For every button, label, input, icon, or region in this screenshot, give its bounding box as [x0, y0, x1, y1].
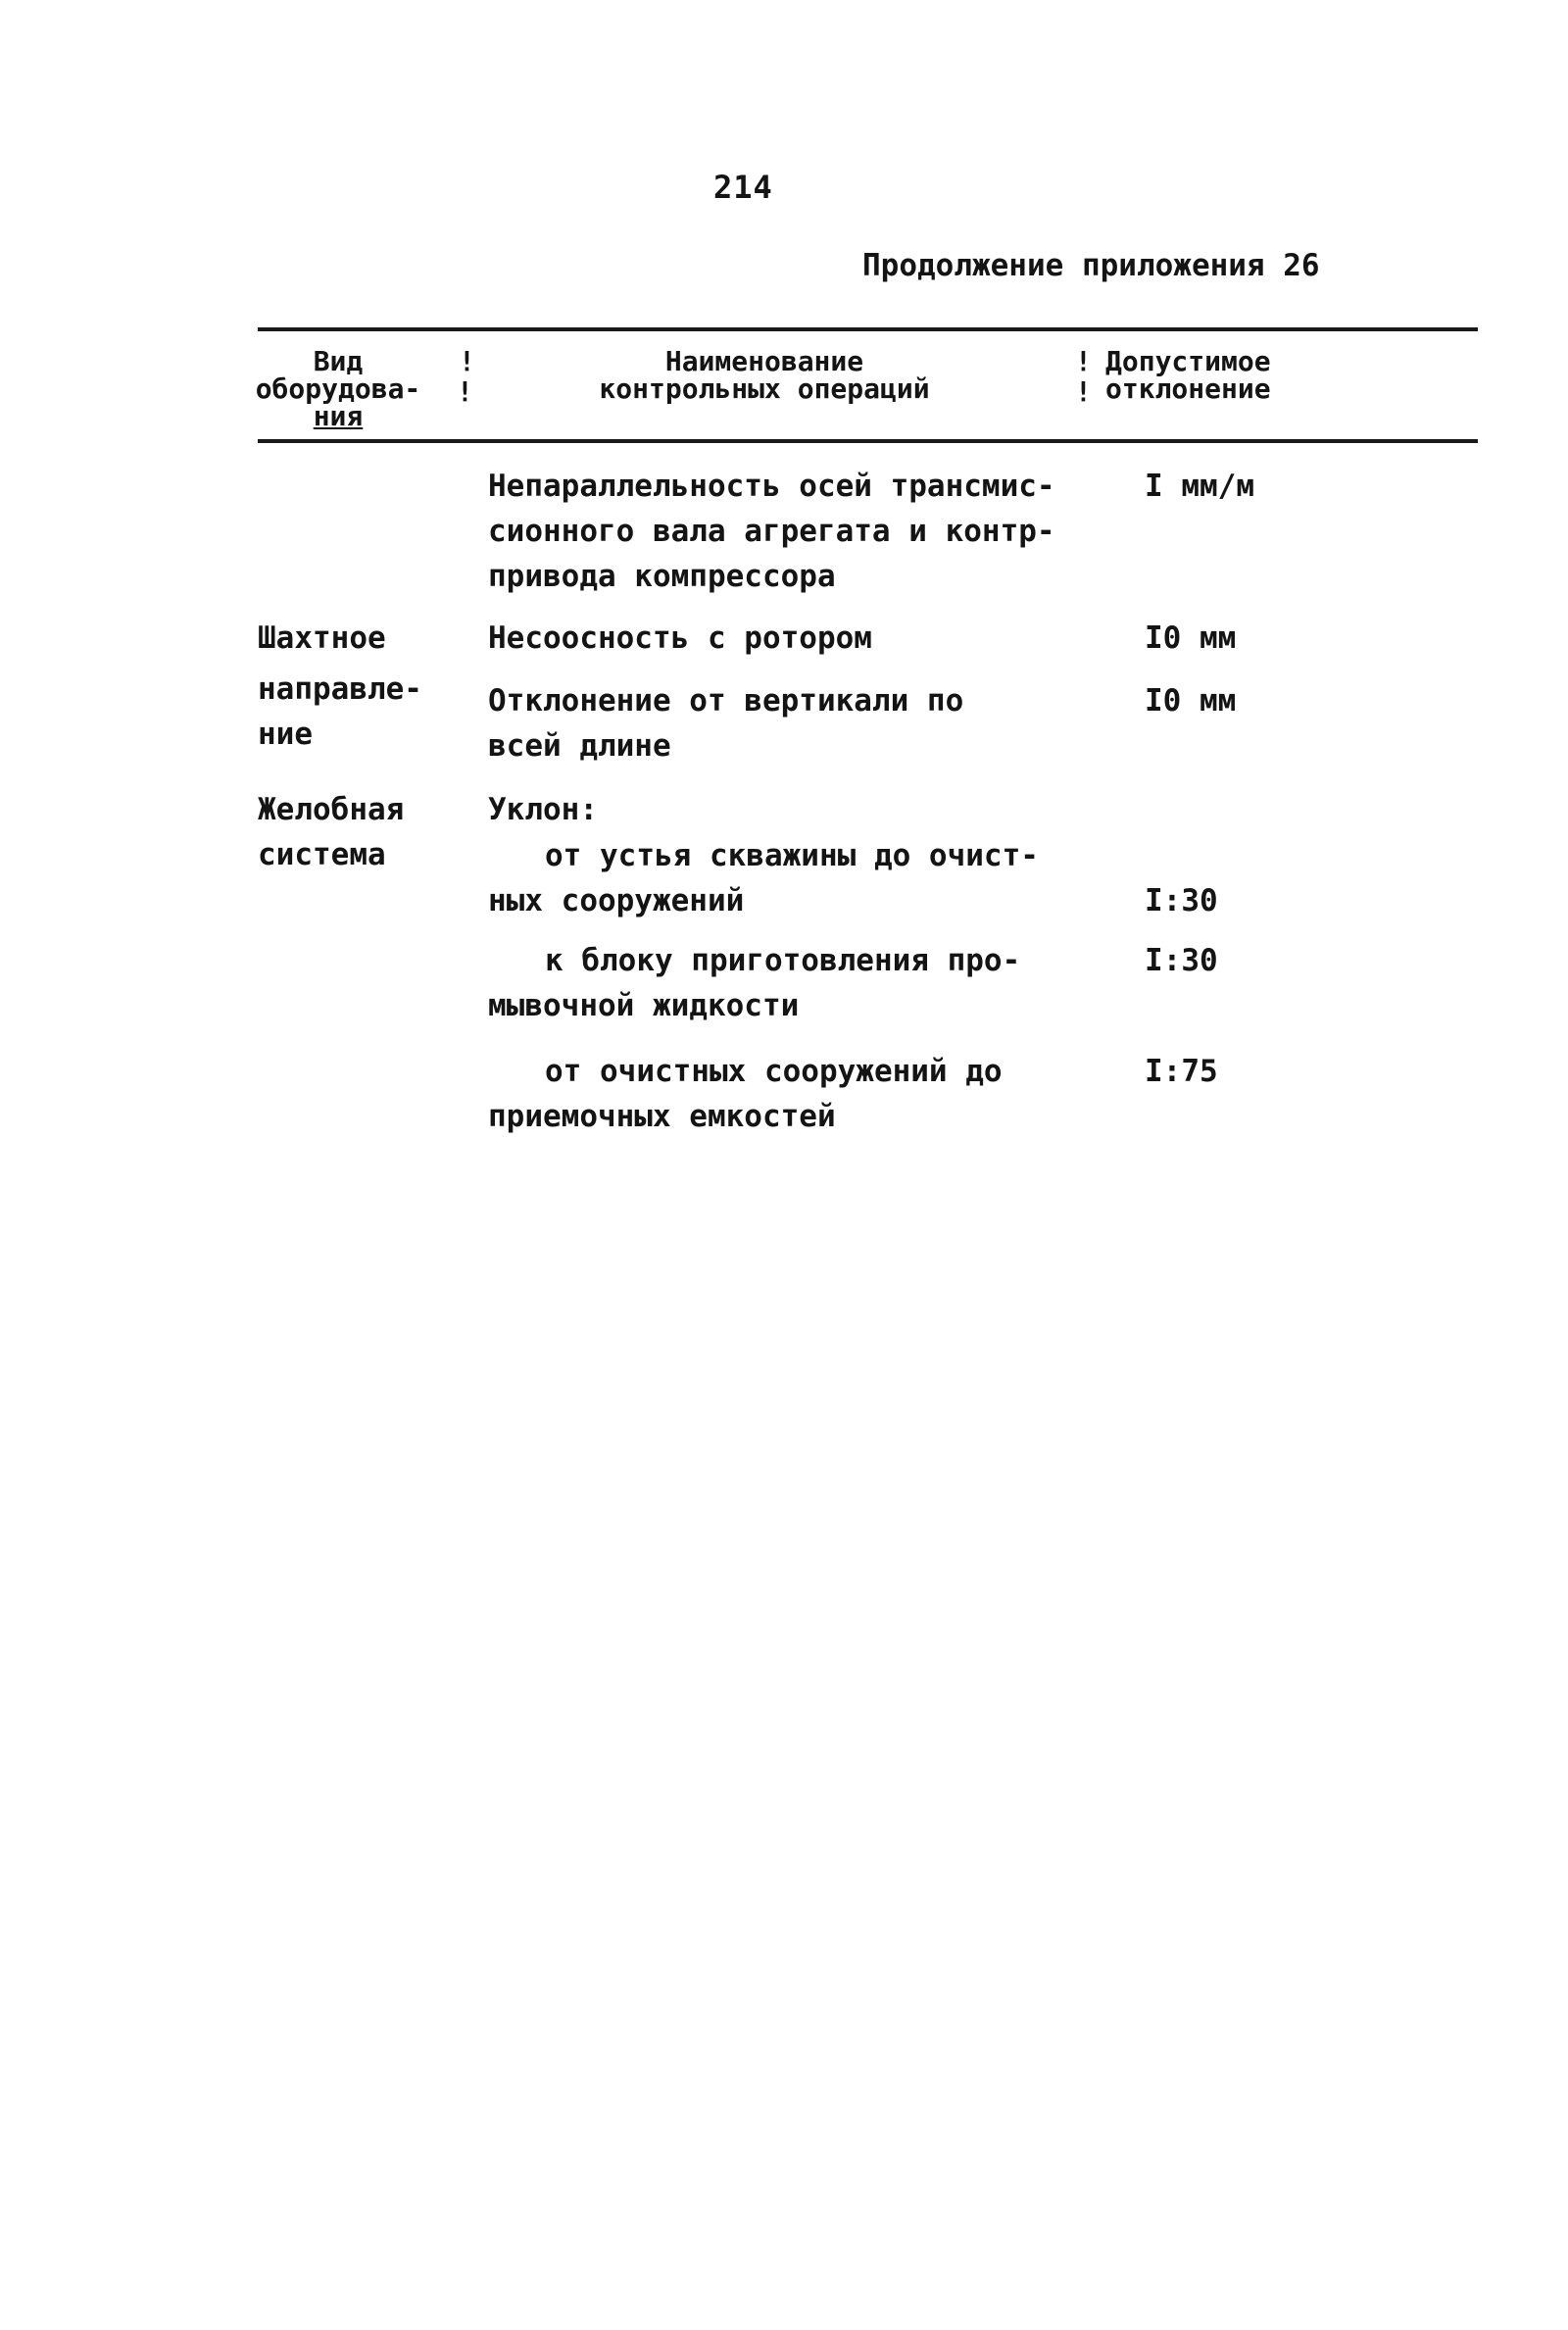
header-equipment-line: ния	[313, 400, 364, 432]
equipment-line: направле-	[258, 671, 422, 707]
operation-line: приемочных емкостей	[488, 1099, 836, 1134]
equipment-line: Шахтное	[258, 620, 386, 656]
operation-line: от устья скважины до очист-	[545, 838, 1039, 873]
operation-line: всей длине	[488, 728, 671, 764]
header-operations-line: Наименование	[664, 345, 864, 377]
row-7-tolerance: I:75	[1145, 1054, 1218, 1089]
operation-line: Непараллельность осей трансмис-	[488, 469, 1055, 504]
header-tolerance	[1105, 345, 1271, 405]
header-separator: !	[1075, 345, 1092, 377]
row-2-tolerance: I0 мм	[1145, 620, 1237, 656]
row-2-equipment	[258, 616, 386, 661]
operation-line: сионного вала агрегата и контр-	[488, 514, 1055, 549]
header-separator: !	[457, 375, 473, 408]
table-top-rule	[258, 327, 1478, 331]
row-6-tolerance: I:30	[1145, 943, 1218, 978]
header-equipment-line: оборудова-	[255, 372, 421, 405]
row-6-operation	[488, 938, 1020, 1028]
row-4-operation	[488, 787, 598, 832]
header-tolerance-line: отклонение	[1105, 372, 1271, 405]
continuation-title: Продолжение приложения 26	[862, 248, 1320, 283]
table-header-rule	[258, 439, 1478, 443]
operation-line: к блоку приготовления про-	[545, 943, 1021, 978]
row-1-tolerance: I мм/м	[1145, 469, 1254, 504]
equipment-line: система	[258, 837, 386, 872]
equipment-line: ние	[258, 717, 313, 752]
page-number: 214	[713, 169, 773, 206]
row-3-equipment	[258, 667, 422, 757]
row-7-operation	[488, 1049, 1003, 1139]
header-equipment-line: Вид	[313, 345, 364, 377]
header-operations	[529, 345, 1000, 405]
operation-line: от очистных сооружений до	[545, 1054, 1003, 1089]
row-5-tolerance: I:30	[1145, 883, 1218, 918]
row-5-operation	[488, 833, 1039, 923]
row-3-operation	[488, 678, 963, 768]
operation-line: Несоосность с ротором	[488, 620, 872, 656]
header-separator: !	[459, 345, 475, 377]
row-3-tolerance: I0 мм	[1145, 683, 1237, 719]
header-tolerance-line: Допустимое	[1105, 345, 1271, 377]
equipment-line: Желобная	[258, 792, 405, 827]
operation-line: Отклонение от вертикали по	[488, 683, 964, 719]
header-operations-line: контрольных операций	[599, 372, 930, 405]
operation-line: Уклон:	[488, 792, 598, 827]
row-4-equipment	[258, 787, 404, 877]
operation-line: мывочной жидкости	[488, 988, 800, 1023]
row-1-operation	[488, 464, 1055, 599]
header-equipment	[245, 345, 431, 432]
header-separator: !	[1075, 375, 1092, 408]
operation-line: привода компрессора	[488, 559, 836, 594]
row-2-operation	[488, 616, 872, 661]
operation-line: ных сооружений	[488, 883, 745, 918]
